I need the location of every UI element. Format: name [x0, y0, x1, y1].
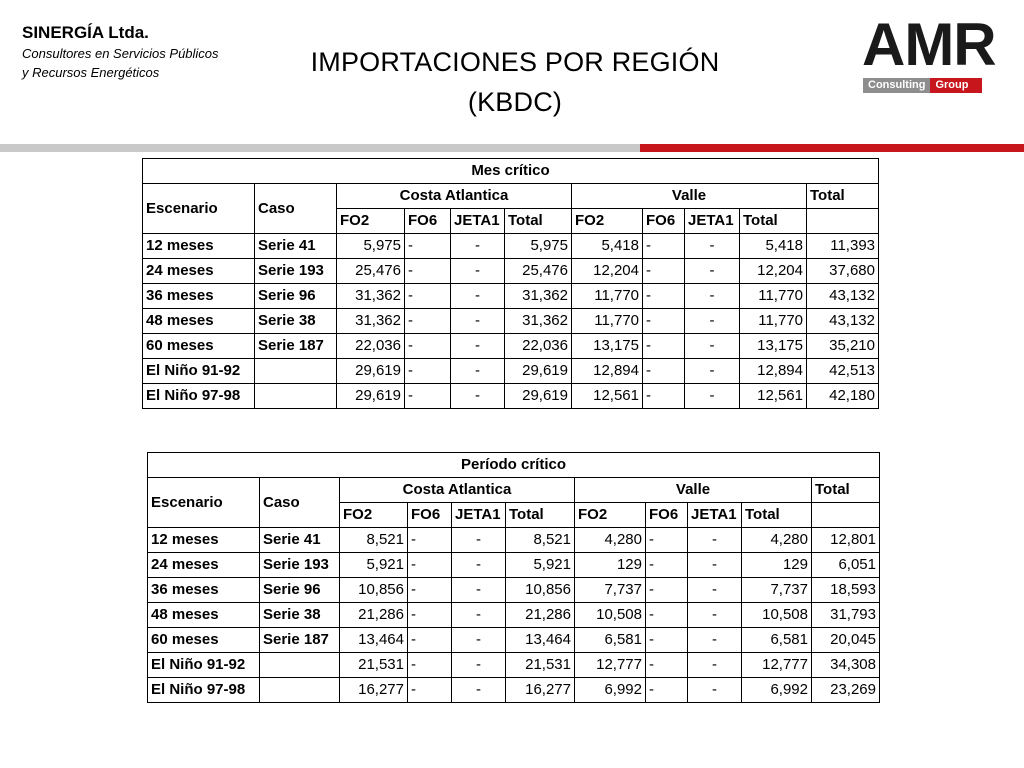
header-costa-atlantica: Costa Atlantica [337, 184, 572, 209]
cell-valle-fo2: 12,561 [572, 384, 643, 409]
cell-valle-total: 12,777 [742, 653, 812, 678]
cell-valle-fo6: - [646, 528, 688, 553]
cell-costa-total: 10,856 [506, 578, 575, 603]
header-total: Total [812, 478, 880, 503]
cell-costa-fo2: 5,975 [337, 234, 405, 259]
table-row [148, 603, 880, 628]
table-row [148, 628, 880, 653]
cell-valle-total: 12,561 [740, 384, 807, 409]
header-costa-jeta1: JETA1 [452, 503, 506, 528]
cell-costa-fo6: - [408, 628, 452, 653]
logo-bar [863, 78, 982, 93]
header-costa-total: Total [505, 209, 572, 234]
table-body [148, 528, 880, 703]
header-total: Total [807, 184, 879, 209]
cell-total: 43,132 [807, 309, 879, 334]
page-title-line1: IMPORTACIONES POR REGIÓN [310, 47, 720, 77]
cell-valle-total: 7,737 [742, 578, 812, 603]
cell-costa-fo2: 16,277 [340, 678, 408, 703]
header-valle-total: Total [742, 503, 812, 528]
cell-valle-fo6: - [643, 309, 685, 334]
table-row [143, 234, 879, 259]
cell-total: 11,393 [807, 234, 879, 259]
cell-costa-total: 31,362 [505, 284, 572, 309]
cell-valle-fo6: - [646, 578, 688, 603]
table-row [143, 259, 879, 284]
company-block [22, 22, 219, 82]
cell-valle-jeta1: - [688, 653, 742, 678]
cell-costa-jeta1: - [451, 259, 505, 284]
logo-group-label: Group [930, 78, 982, 93]
cell-costa-jeta1: - [451, 334, 505, 359]
cell-costa-jeta1: - [451, 309, 505, 334]
cell-caso: Serie 41 [255, 234, 337, 259]
cell-costa-fo2: 21,531 [340, 653, 408, 678]
table-row [148, 653, 880, 678]
cell-costa-fo2: 29,619 [337, 384, 405, 409]
cell-costa-fo6: - [408, 603, 452, 628]
table-title: Período crítico [148, 453, 880, 478]
cell-valle-jeta1: - [688, 603, 742, 628]
cell-costa-total: 13,464 [506, 628, 575, 653]
cell-costa-fo6: - [408, 553, 452, 578]
cell-costa-fo2: 31,362 [337, 284, 405, 309]
header-costa-fo6: FO6 [405, 209, 451, 234]
company-name: SINERGÍA Ltda. [22, 23, 149, 42]
cell-caso [255, 359, 337, 384]
cell-valle-fo6: - [646, 603, 688, 628]
cell-valle-jeta1: - [685, 384, 740, 409]
cell-valle-jeta1: - [685, 284, 740, 309]
cell-escenario: 24 meses [143, 259, 255, 284]
cell-valle-fo2: 10,508 [575, 603, 646, 628]
header-total-empty [807, 209, 879, 234]
cell-costa-fo2: 21,286 [340, 603, 408, 628]
cell-escenario: 36 meses [148, 578, 260, 603]
cell-costa-jeta1: - [451, 234, 505, 259]
cell-total: 34,308 [812, 653, 880, 678]
table-row [148, 528, 880, 553]
cell-valle-fo6: - [643, 334, 685, 359]
cell-costa-fo6: - [405, 259, 451, 284]
header-valle-fo2: FO2 [575, 503, 646, 528]
cell-caso: Serie 187 [255, 334, 337, 359]
cell-caso: Serie 38 [255, 309, 337, 334]
header-valle-jeta1: JETA1 [688, 503, 742, 528]
cell-valle-fo2: 11,770 [572, 309, 643, 334]
cell-valle-fo2: 129 [575, 553, 646, 578]
cell-caso: Serie 193 [260, 553, 340, 578]
header-caso: Caso [255, 184, 337, 234]
cell-escenario: 48 meses [148, 603, 260, 628]
cell-costa-jeta1: - [452, 678, 506, 703]
table-row [143, 334, 879, 359]
cell-costa-fo2: 25,476 [337, 259, 405, 284]
cell-valle-jeta1: - [688, 553, 742, 578]
cell-costa-jeta1: - [451, 284, 505, 309]
header-valle-total: Total [740, 209, 807, 234]
cell-costa-total: 21,286 [506, 603, 575, 628]
cell-total: 20,045 [812, 628, 880, 653]
cell-costa-fo6: - [405, 234, 451, 259]
table-row [143, 284, 879, 309]
header-divider-red [640, 144, 1024, 152]
cell-total: 6,051 [812, 553, 880, 578]
table-body [143, 234, 879, 409]
cell-costa-jeta1: - [452, 603, 506, 628]
cell-valle-total: 11,770 [740, 309, 807, 334]
cell-costa-jeta1: - [451, 359, 505, 384]
cell-valle-fo2: 12,777 [575, 653, 646, 678]
cell-escenario: 60 meses [148, 628, 260, 653]
cell-costa-fo2: 5,921 [340, 553, 408, 578]
cell-valle-fo2: 7,737 [575, 578, 646, 603]
cell-valle-jeta1: - [688, 528, 742, 553]
cell-escenario: 24 meses [148, 553, 260, 578]
header-valle-fo6: FO6 [646, 503, 688, 528]
cell-total: 12,801 [812, 528, 880, 553]
cell-caso [255, 384, 337, 409]
cell-caso: Serie 96 [255, 284, 337, 309]
cell-valle-fo6: - [646, 653, 688, 678]
cell-costa-jeta1: - [452, 653, 506, 678]
cell-valle-total: 12,894 [740, 359, 807, 384]
cell-valle-total: 6,581 [742, 628, 812, 653]
cell-caso: Serie 41 [260, 528, 340, 553]
cell-valle-fo6: - [643, 384, 685, 409]
cell-valle-fo6: - [643, 359, 685, 384]
cell-valle-fo2: 6,581 [575, 628, 646, 653]
cell-valle-total: 11,770 [740, 284, 807, 309]
cell-valle-fo6: - [643, 284, 685, 309]
cell-valle-total: 13,175 [740, 334, 807, 359]
cell-escenario: 60 meses [143, 334, 255, 359]
cell-costa-total: 29,619 [505, 359, 572, 384]
cell-costa-jeta1: - [452, 578, 506, 603]
cell-escenario: El Niño 91-92 [143, 359, 255, 384]
cell-total: 43,132 [807, 284, 879, 309]
cell-valle-jeta1: - [685, 259, 740, 284]
cell-costa-fo6: - [405, 309, 451, 334]
cell-costa-fo2: 10,856 [340, 578, 408, 603]
table-row [148, 678, 880, 703]
header-costa-fo2: FO2 [340, 503, 408, 528]
cell-costa-fo6: - [405, 384, 451, 409]
cell-valle-fo2: 4,280 [575, 528, 646, 553]
cell-valle-total: 10,508 [742, 603, 812, 628]
header-costa-total: Total [506, 503, 575, 528]
cell-valle-total: 5,418 [740, 234, 807, 259]
table-row [148, 553, 880, 578]
cell-valle-total: 12,204 [740, 259, 807, 284]
cell-costa-fo6: - [405, 359, 451, 384]
logo-text: AMR [862, 11, 996, 78]
cell-valle-jeta1: - [685, 309, 740, 334]
table-title: Mes crítico [143, 159, 879, 184]
cell-valle-jeta1: - [688, 578, 742, 603]
cell-caso [260, 653, 340, 678]
cell-costa-fo6: - [408, 653, 452, 678]
header-costa-atlantica: Costa Atlantica [340, 478, 575, 503]
cell-costa-total: 29,619 [505, 384, 572, 409]
table-row [148, 578, 880, 603]
cell-escenario: 12 meses [148, 528, 260, 553]
cell-costa-fo2: 31,362 [337, 309, 405, 334]
logo-consulting-label: Consulting [863, 78, 930, 93]
header-costa-fo6: FO6 [408, 503, 452, 528]
cell-total: 42,180 [807, 384, 879, 409]
cell-costa-fo2: 29,619 [337, 359, 405, 384]
cell-escenario: El Niño 97-98 [148, 678, 260, 703]
header-valle-jeta1: JETA1 [685, 209, 740, 234]
header-valle-fo6: FO6 [643, 209, 685, 234]
cell-costa-fo6: - [408, 578, 452, 603]
company-subtitle-line1: Consultores en Servicios Públicos [22, 46, 219, 61]
cell-valle-jeta1: - [685, 359, 740, 384]
cell-costa-total: 5,975 [505, 234, 572, 259]
header-caso: Caso [260, 478, 340, 528]
header-escenario: Escenario [143, 184, 255, 234]
cell-total: 37,680 [807, 259, 879, 284]
cell-valle-fo2: 13,175 [572, 334, 643, 359]
cell-caso: Serie 193 [255, 259, 337, 284]
cell-costa-fo6: - [405, 284, 451, 309]
cell-valle-jeta1: - [688, 678, 742, 703]
cell-total: 23,269 [812, 678, 880, 703]
page-title [250, 42, 780, 122]
cell-valle-jeta1: - [688, 628, 742, 653]
cell-valle-jeta1: - [685, 234, 740, 259]
cell-valle-fo6: - [646, 678, 688, 703]
table-row [143, 384, 879, 409]
cell-caso: Serie 96 [260, 578, 340, 603]
cell-costa-total: 22,036 [505, 334, 572, 359]
cell-costa-total: 21,531 [506, 653, 575, 678]
cell-costa-fo6: - [408, 678, 452, 703]
header-divider-gray [0, 144, 640, 152]
cell-valle-fo6: - [646, 628, 688, 653]
cell-costa-jeta1: - [452, 553, 506, 578]
cell-costa-jeta1: - [452, 628, 506, 653]
table-row [143, 359, 879, 384]
cell-caso: Serie 187 [260, 628, 340, 653]
cell-costa-fo2: 22,036 [337, 334, 405, 359]
cell-valle-fo6: - [643, 259, 685, 284]
amr-logo [862, 11, 1012, 96]
cell-valle-fo6: - [643, 234, 685, 259]
cell-costa-total: 16,277 [506, 678, 575, 703]
cell-valle-total: 6,992 [742, 678, 812, 703]
cell-valle-fo2: 6,992 [575, 678, 646, 703]
cell-valle-fo6: - [646, 553, 688, 578]
cell-caso: Serie 38 [260, 603, 340, 628]
header-valle: Valle [572, 184, 807, 209]
cell-total: 42,513 [807, 359, 879, 384]
cell-valle-fo2: 12,894 [572, 359, 643, 384]
cell-costa-total: 31,362 [505, 309, 572, 334]
header-costa-jeta1: JETA1 [451, 209, 505, 234]
header-valle-fo2: FO2 [572, 209, 643, 234]
company-subtitle-line2: y Recursos Energéticos [22, 65, 160, 80]
cell-escenario: El Niño 97-98 [143, 384, 255, 409]
cell-costa-jeta1: - [451, 384, 505, 409]
cell-valle-total: 129 [742, 553, 812, 578]
cell-valle-fo2: 11,770 [572, 284, 643, 309]
cell-costa-jeta1: - [452, 528, 506, 553]
cell-valle-total: 4,280 [742, 528, 812, 553]
cell-escenario: 36 meses [143, 284, 255, 309]
header-total-empty [812, 503, 880, 528]
cell-valle-fo2: 5,418 [572, 234, 643, 259]
cell-costa-fo6: - [405, 334, 451, 359]
cell-escenario: El Niño 91-92 [148, 653, 260, 678]
cell-costa-fo2: 13,464 [340, 628, 408, 653]
header-valle: Valle [575, 478, 812, 503]
table-row [143, 309, 879, 334]
page-title-line2: (KBDC) [467, 87, 563, 117]
cell-total: 31,793 [812, 603, 880, 628]
cell-valle-jeta1: - [685, 334, 740, 359]
cell-escenario: 48 meses [143, 309, 255, 334]
cell-total: 35,210 [807, 334, 879, 359]
cell-costa-fo2: 8,521 [340, 528, 408, 553]
header-escenario: Escenario [148, 478, 260, 528]
cell-caso [260, 678, 340, 703]
cell-costa-fo6: - [408, 528, 452, 553]
table-mes-critico [142, 158, 879, 409]
header-costa-fo2: FO2 [337, 209, 405, 234]
cell-costa-total: 5,921 [506, 553, 575, 578]
cell-escenario: 12 meses [143, 234, 255, 259]
cell-costa-total: 8,521 [506, 528, 575, 553]
cell-valle-fo2: 12,204 [572, 259, 643, 284]
cell-total: 18,593 [812, 578, 880, 603]
table-periodo-critico [147, 452, 880, 703]
cell-costa-total: 25,476 [505, 259, 572, 284]
